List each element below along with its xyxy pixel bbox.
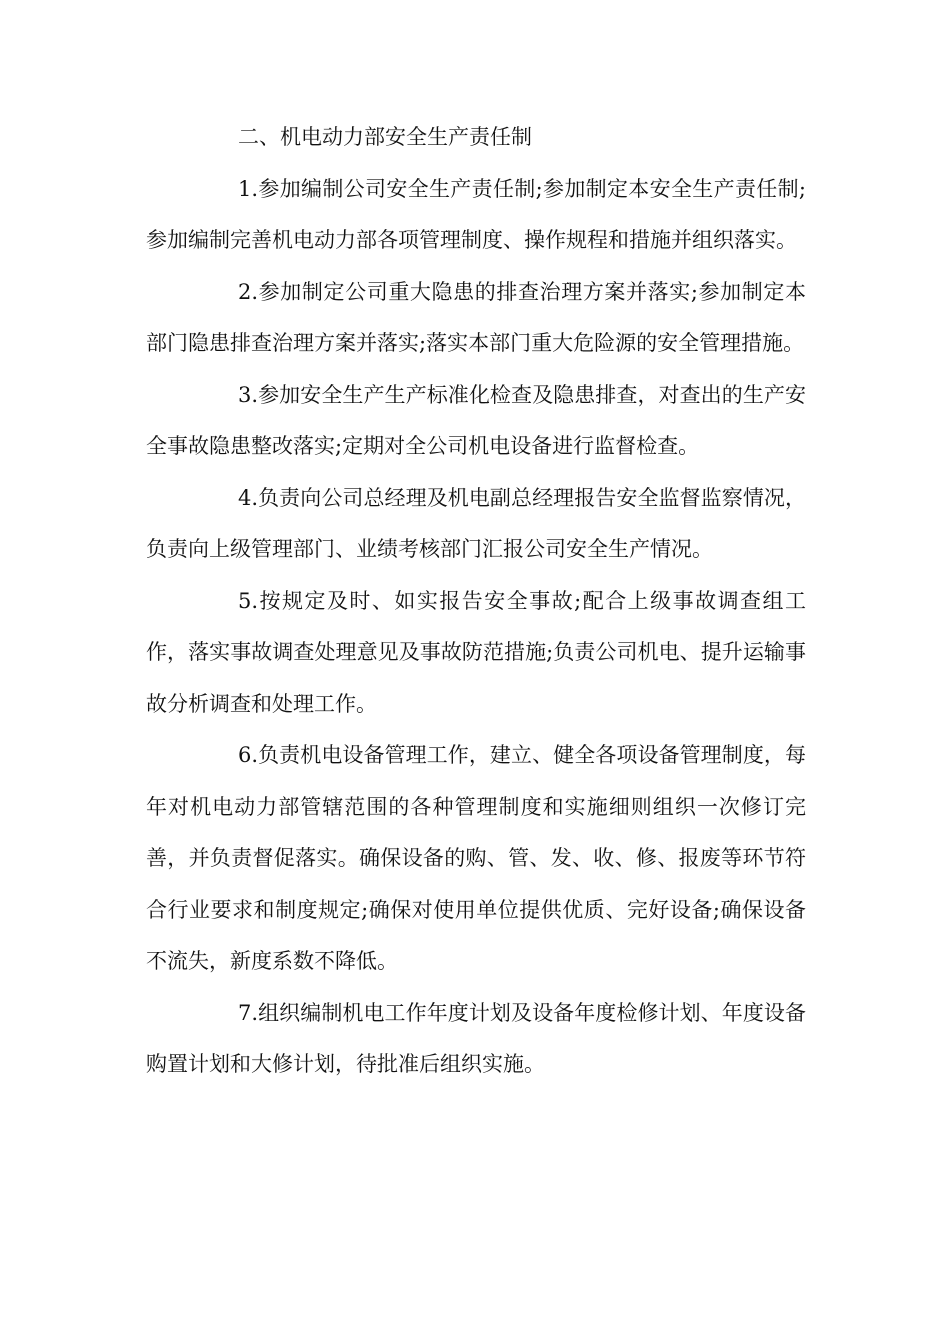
document-body [146, 112, 806, 1091]
paragraph-1: 1.参加编制公司安全生产责任制;参加制定本安全生产责任制;参加编制完善机电动力部各项管理制度、操作规程和措施并组织落实。 [146, 176, 806, 252]
paragraph-3: 3.参加安全生产生产标准化检查及隐患排查，对查出的生产安全事故隐患整改落实;定期对全公司机电设备进行监督检查。 [146, 382, 806, 458]
paragraph-6: 6.负责机电设备管理工作，建立、健全各项设备管理制度，每年对机电动力部管辖范围的各种管理制度和实施细则组织一次修订完善，并负责督促落实。确保设备的购、管、发、收、修、报废等环节符合行业要求和制度规定;确保对使用单位提供优质、完好设备;确保设备不流失，新度系数不降低。 [146, 743, 806, 973]
section-heading: 二、机电动力部安全生产责任制 [238, 125, 532, 149]
paragraph-2: 2.参加制定公司重大隐患的排查治理方案并落实;参加制定本部门隐患排查治理方案并落实;落实本部门重大危险源的安全管理措施。 [146, 279, 806, 355]
paragraph-7: 7.组织编制机电工作年度计划及设备年度检修计划、年度设备购置计划和大修计划，待批准后组织实施。 [146, 1000, 806, 1076]
paragraph-4: 4.负责向公司总经理及机电副总经理报告安全监督监察情况，负责向上级管理部门、业绩考核部门汇报公司安全生产情况。 [146, 485, 806, 561]
paragraph-5: 5.按规定及时、如实报告安全事故;配合上级事故调查组工作，落实事故调查处理意见及事故防范措施;负责公司机电、提升运输事故分析调查和处理工作。 [146, 588, 806, 716]
